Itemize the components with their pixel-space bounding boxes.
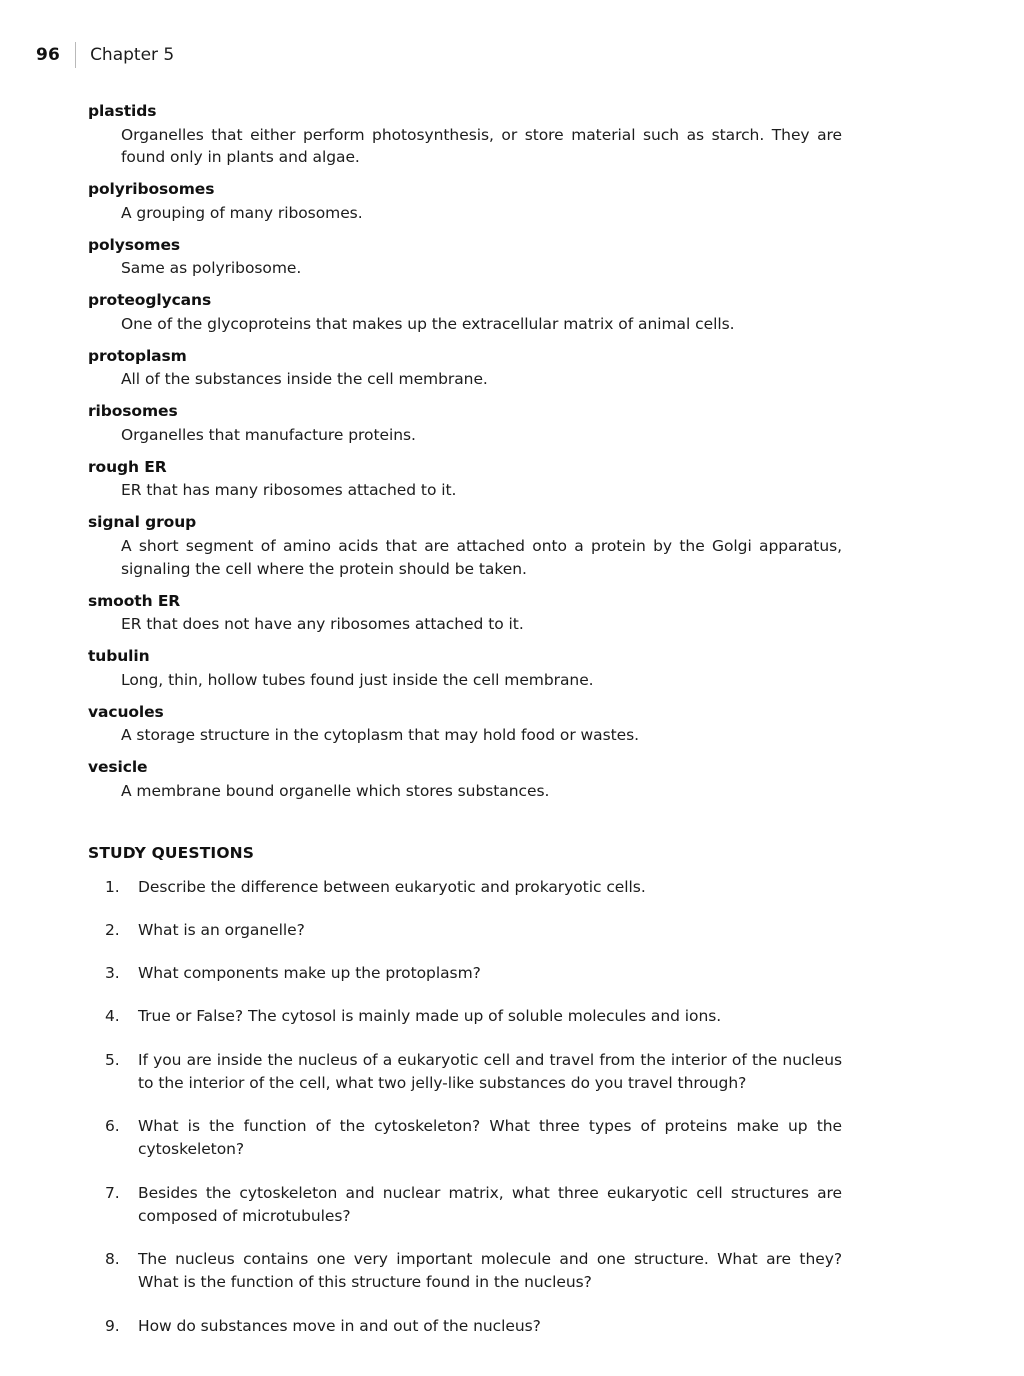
glossary-term: rough ER bbox=[88, 457, 167, 476]
glossary-entry bbox=[88, 590, 842, 636]
study-question-item bbox=[88, 1315, 842, 1338]
glossary-entry bbox=[88, 701, 842, 747]
glossary-term: vacuoles bbox=[88, 702, 164, 721]
glossary-definition: All of the substances inside the cell membrane. bbox=[121, 370, 488, 389]
glossary-term: protoplasm bbox=[88, 346, 187, 365]
study-question-item bbox=[88, 1248, 842, 1295]
glossary-entry bbox=[88, 456, 842, 502]
question-text: How do substances move in and out of the nucleus? bbox=[138, 1316, 541, 1335]
question-text: What components make up the protoplasm? bbox=[138, 964, 481, 983]
question-number: 8. bbox=[105, 1250, 120, 1269]
page-number: 96 bbox=[36, 45, 61, 65]
glossary-definition: A membrane bound organelle which stores substances. bbox=[121, 781, 550, 800]
question-number: 4. bbox=[105, 1007, 120, 1026]
study-question-item bbox=[88, 1049, 842, 1096]
question-number: 9. bbox=[105, 1316, 120, 1335]
question-text: Describe the difference between eukaryotic and prokaryotic cells. bbox=[138, 877, 646, 896]
glossary-definition: ER that has many ribosomes attached to it. bbox=[121, 481, 457, 500]
study-question-item bbox=[88, 876, 842, 899]
study-question-item bbox=[88, 1115, 842, 1162]
study-question-item bbox=[88, 1182, 842, 1229]
glossary-definition: Organelles that either perform photosynthesis, or store material such as starch. They are found only in plants and algae. bbox=[121, 125, 842, 167]
study-question-item bbox=[88, 1005, 842, 1028]
glossary-entry bbox=[88, 100, 842, 169]
question-number: 7. bbox=[105, 1183, 120, 1202]
glossary-list bbox=[88, 100, 842, 803]
question-text: If you are inside the nucleus of a eukaryotic cell and travel from the interior of the nucleus to the interior of the cell, what two jelly-like substances do you travel through? bbox=[138, 1050, 842, 1092]
glossary-entry bbox=[88, 234, 842, 280]
glossary-term: vesicle bbox=[88, 758, 148, 777]
glossary-entry bbox=[88, 400, 842, 446]
glossary-term: polysomes bbox=[88, 235, 181, 254]
question-number: 3. bbox=[105, 964, 120, 983]
question-number: 2. bbox=[105, 920, 120, 939]
question-number: 1. bbox=[105, 877, 120, 896]
study-question-item bbox=[88, 919, 842, 942]
study-questions-list bbox=[88, 876, 842, 1338]
question-text: True or False? The cytosol is mainly made up of soluble molecules and ions. bbox=[138, 1007, 722, 1026]
glossary-definition: Long, thin, hollow tubes found just inside the cell membrane. bbox=[121, 670, 594, 689]
glossary-definition: A short segment of amino acids that are attached onto a protein by the Golgi apparatus, signaling the cell where the protein should be taken. bbox=[121, 536, 842, 578]
glossary-term: plastids bbox=[88, 102, 157, 120]
question-number: 5. bbox=[105, 1050, 120, 1069]
glossary-term: tubulin bbox=[88, 647, 150, 666]
study-questions-heading: STUDY QUESTIONS bbox=[88, 843, 255, 862]
glossary-entry bbox=[88, 345, 842, 391]
header-divider bbox=[75, 42, 76, 68]
question-number: 6. bbox=[105, 1117, 120, 1136]
running-head bbox=[36, 40, 174, 70]
page-content bbox=[88, 100, 842, 1358]
chapter-label: Chapter 5 bbox=[90, 45, 175, 65]
glossary-entry bbox=[88, 756, 842, 802]
question-text: Besides the cytoskeleton and nuclear matrix, what three eukaryotic cell structures are composed of microtubules? bbox=[138, 1183, 842, 1225]
glossary-entry bbox=[88, 511, 842, 580]
glossary-definition: Organelles that manufacture proteins. bbox=[121, 425, 416, 444]
glossary-term: polyribosomes bbox=[88, 180, 215, 199]
glossary-definition: Same as polyribosome. bbox=[121, 259, 302, 278]
question-text: What is the function of the cytoskeleton? What three types of proteins make up the cytoskeleton? bbox=[138, 1117, 842, 1159]
glossary-entry bbox=[88, 178, 842, 224]
glossary-term: ribosomes bbox=[88, 402, 178, 421]
glossary-term: smooth ER bbox=[88, 591, 181, 610]
glossary-term: proteoglycans bbox=[88, 291, 212, 310]
glossary-entry bbox=[88, 645, 842, 691]
glossary-definition: ER that does not have any ribosomes attached to it. bbox=[121, 615, 524, 634]
glossary-definition: A grouping of many ribosomes. bbox=[121, 203, 363, 222]
question-text: What is an organelle? bbox=[138, 920, 305, 939]
study-question-item bbox=[88, 962, 842, 985]
glossary-term: signal group bbox=[88, 513, 197, 532]
glossary-definition: One of the glycoproteins that makes up the extracellular matrix of animal cells. bbox=[121, 314, 735, 333]
glossary-definition: A storage structure in the cytoplasm that may hold food or wastes. bbox=[121, 726, 640, 745]
glossary-entry bbox=[88, 289, 842, 335]
question-text: The nucleus contains one very important molecule and one structure. What are they? What is the function of this structure found in the nucleus? bbox=[138, 1250, 842, 1292]
